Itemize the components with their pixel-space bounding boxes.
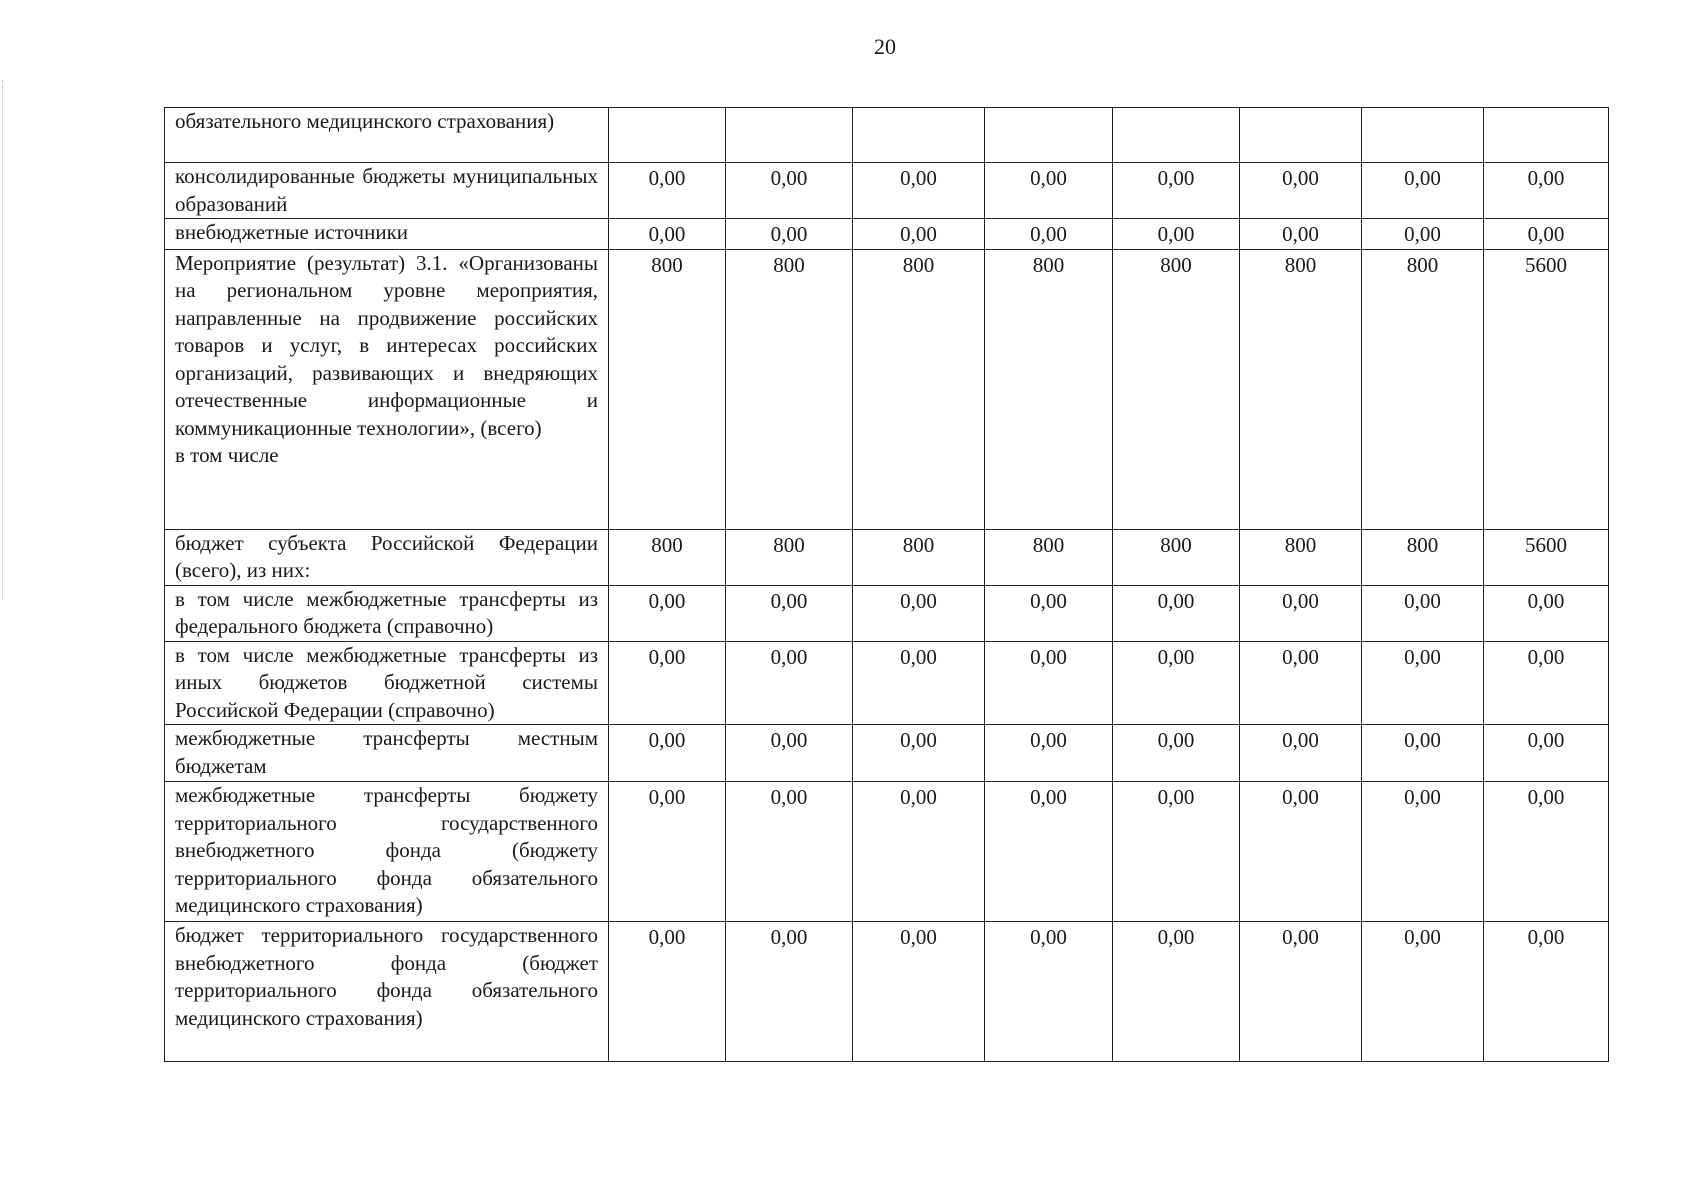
value-cell: 5600 [1484, 249, 1609, 529]
value-cell [1240, 108, 1362, 163]
table-row [165, 108, 1609, 163]
value-cell: 0,00 [1240, 725, 1362, 782]
value-cell: 0,00 [1240, 922, 1362, 1062]
value-cell: 0,00 [853, 725, 985, 782]
value-cell [985, 108, 1113, 163]
value-cell: 800 [609, 249, 726, 529]
value-cell: 0,00 [853, 163, 985, 219]
value-cell: 0,00 [726, 163, 853, 219]
value-cell [853, 108, 985, 163]
value-cell: 800 [985, 249, 1113, 529]
value-cell: 800 [1240, 529, 1362, 585]
row-label: межбюджетные трансферты бюджету территориального государственного внебюджетного фонда (бюджету территориального фонда обязательного медицинского страхования) [165, 782, 609, 922]
value-cell: 0,00 [609, 725, 726, 782]
value-cell [726, 108, 853, 163]
value-cell: 0,00 [726, 219, 853, 250]
value-cell: 0,00 [985, 922, 1113, 1062]
value-cell: 0,00 [726, 922, 853, 1062]
value-cell: 0,00 [853, 585, 985, 641]
value-cell [1362, 108, 1484, 163]
value-cell: 0,00 [1240, 219, 1362, 250]
value-cell: 0,00 [609, 641, 726, 725]
value-cell: 800 [1113, 249, 1240, 529]
table-row [165, 219, 1609, 250]
value-cell: 0,00 [1113, 725, 1240, 782]
value-cell: 0,00 [985, 725, 1113, 782]
value-cell: 0,00 [1484, 163, 1609, 219]
value-cell: 800 [1113, 529, 1240, 585]
table-row [165, 249, 1609, 529]
value-cell: 800 [609, 529, 726, 585]
value-cell: 800 [985, 529, 1113, 585]
value-cell: 0,00 [1113, 922, 1240, 1062]
value-cell [609, 108, 726, 163]
value-cell: 0,00 [1362, 219, 1484, 250]
value-cell: 0,00 [985, 585, 1113, 641]
value-cell: 800 [853, 249, 985, 529]
value-cell: 0,00 [726, 585, 853, 641]
value-cell [1484, 108, 1609, 163]
value-cell: 0,00 [1240, 641, 1362, 725]
value-cell: 0,00 [853, 922, 985, 1062]
value-cell: 0,00 [1484, 782, 1609, 922]
table-row [165, 922, 1609, 1062]
row-label: бюджет субъекта Российской Федерации (всего), из них: [165, 529, 609, 585]
value-cell: 0,00 [726, 782, 853, 922]
value-cell: 800 [1362, 529, 1484, 585]
value-cell: 0,00 [853, 219, 985, 250]
row-label: внебюджетные источники [165, 219, 609, 250]
value-cell: 800 [726, 249, 853, 529]
table-row [165, 782, 1609, 922]
value-cell: 0,00 [1484, 641, 1609, 725]
value-cell: 800 [1362, 249, 1484, 529]
value-cell: 800 [1240, 249, 1362, 529]
value-cell: 0,00 [1240, 782, 1362, 922]
activity-title: Мероприятие (результат) 3.1. «Организованы на региональном уровне мероприятия, направленные на продвижение российских товаров и услуг, в интересах российских организаций, развивающих и внедряющих отечественные информационные и коммуникационные технологии», (всего) [175, 250, 598, 440]
value-cell: 0,00 [1484, 219, 1609, 250]
value-cell: 0,00 [853, 641, 985, 725]
value-cell: 0,00 [1240, 585, 1362, 641]
value-cell: 0,00 [985, 641, 1113, 725]
value-cell: 0,00 [985, 219, 1113, 250]
value-cell: 0,00 [1362, 922, 1484, 1062]
value-cell: 5600 [1484, 529, 1609, 585]
table-row [165, 725, 1609, 782]
value-cell: 0,00 [1113, 219, 1240, 250]
row-label: обязательного медицинского страхования) [165, 108, 609, 163]
table-row [165, 641, 1609, 725]
page-number: 20 [874, 34, 896, 59]
value-cell: 0,00 [609, 219, 726, 250]
table-row [165, 585, 1609, 641]
value-cell: 0,00 [1113, 163, 1240, 219]
value-cell: 0,00 [609, 922, 726, 1062]
value-cell: 0,00 [985, 163, 1113, 219]
budget-table [164, 107, 1609, 1062]
value-cell: 800 [726, 529, 853, 585]
value-cell: 0,00 [609, 782, 726, 922]
row-label: консолидированные бюджеты муниципальных образований [165, 163, 609, 219]
value-cell: 0,00 [726, 641, 853, 725]
value-cell: 0,00 [1484, 725, 1609, 782]
activity-sublabel: в том числе [175, 443, 279, 467]
row-label: в том числе межбюджетные трансферты из федерального бюджета (справочно) [165, 585, 609, 641]
value-cell: 0,00 [1240, 163, 1362, 219]
value-cell: 0,00 [609, 163, 726, 219]
value-cell: 0,00 [1113, 585, 1240, 641]
table-row [165, 163, 1609, 219]
value-cell: 0,00 [1484, 585, 1609, 641]
value-cell: 0,00 [726, 725, 853, 782]
value-cell [1113, 108, 1240, 163]
row-label: в том числе межбюджетные трансферты из иных бюджетов бюджетной системы Российской Федерации (справочно) [165, 641, 609, 725]
table-row [165, 529, 1609, 585]
value-cell: 0,00 [1362, 725, 1484, 782]
value-cell: 0,00 [1113, 641, 1240, 725]
value-cell: 0,00 [1362, 585, 1484, 641]
value-cell: 800 [853, 529, 985, 585]
value-cell: 0,00 [609, 585, 726, 641]
value-cell: 0,00 [1113, 782, 1240, 922]
value-cell: 0,00 [985, 782, 1113, 922]
value-cell: 0,00 [1362, 782, 1484, 922]
value-cell: 0,00 [1362, 641, 1484, 725]
row-label: межбюджетные трансферты местным бюджетам [165, 725, 609, 782]
value-cell: 0,00 [853, 782, 985, 922]
row-label: бюджет территориального государственного внебюджетного фонда (бюджет территориального фонда обязательного медицинского страхования) [165, 922, 609, 1062]
row-label [165, 249, 609, 529]
value-cell: 0,00 [1362, 163, 1484, 219]
scan-edge-marks [2, 80, 4, 600]
value-cell: 0,00 [1484, 922, 1609, 1062]
